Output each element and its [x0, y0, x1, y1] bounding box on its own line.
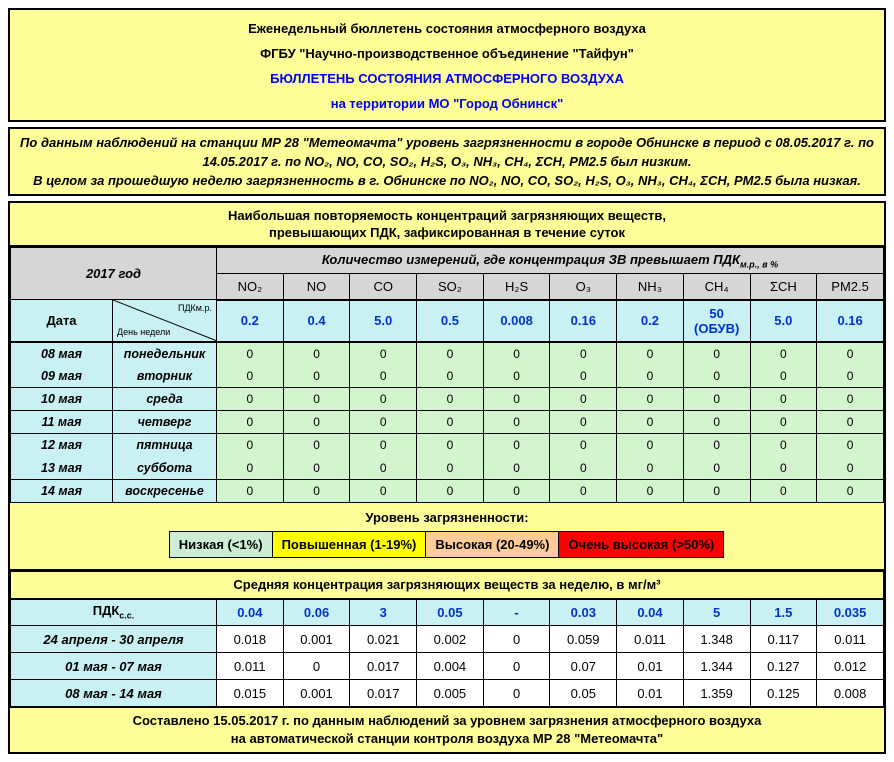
- weekly-summary: [8, 127, 886, 196]
- average-value-cell: 0.002: [417, 626, 484, 653]
- average-value-cell: 0.059: [550, 626, 617, 653]
- daily-value-cell: 0: [617, 365, 684, 388]
- daily-value-cell: 0: [350, 434, 417, 457]
- pdk-mr-value-no2: 0.2: [217, 300, 284, 342]
- pollutant-header-ch4: CH₄: [683, 274, 750, 300]
- daily-value-cell: 0: [683, 457, 750, 480]
- daily-value-cell: 0: [817, 480, 884, 503]
- date-cell: 11 мая: [11, 411, 113, 434]
- daily-value-cell: 0: [550, 411, 617, 434]
- daily-value-cell: 0: [817, 342, 884, 365]
- average-value-cell: 0.117: [750, 626, 817, 653]
- weekly-average-row-2: [11, 653, 884, 680]
- average-value-cell: 0.004: [417, 653, 484, 680]
- pollutant-header-no2: NO₂: [217, 274, 284, 300]
- daily-value-cell: 0: [617, 342, 684, 365]
- daily-value-cell: 0: [683, 411, 750, 434]
- daily-value-cell: 0: [350, 365, 417, 388]
- daily-value-cell: 0: [417, 457, 484, 480]
- daily-value-cell: 0: [350, 342, 417, 365]
- average-value-cell: 0.127: [750, 653, 817, 680]
- date-cell: 09 мая: [11, 365, 113, 388]
- daily-value-cell: 0: [417, 365, 484, 388]
- average-value-cell: 0: [483, 680, 550, 707]
- daily-row-11-may: [11, 411, 884, 434]
- daily-value-cell: 0: [217, 434, 284, 457]
- daily-value-cell: 0: [617, 480, 684, 503]
- daily-value-cell: 0: [750, 457, 817, 480]
- pdk-ss-value-ch4: 5: [683, 599, 750, 626]
- pdk-ss-row: [11, 599, 884, 626]
- daily-value-cell: 0: [417, 342, 484, 365]
- daily-value-cell: 0: [350, 388, 417, 411]
- daily-value-cell: 0: [417, 388, 484, 411]
- daily-row-09-may: [11, 365, 884, 388]
- average-value-cell: 1.348: [683, 626, 750, 653]
- daily-value-cell: 0: [617, 411, 684, 434]
- average-value-cell: 0.01: [617, 680, 684, 707]
- average-value-cell: 1.344: [683, 653, 750, 680]
- daily-value-cell: 0: [483, 480, 550, 503]
- daily-value-cell: 0: [350, 480, 417, 503]
- bulletin-territory: на территории МО "Город Обнинск": [330, 96, 564, 111]
- measure-header-cell: [217, 248, 884, 274]
- pollution-level-legend: [10, 503, 884, 571]
- date-cell: 14 мая: [11, 480, 113, 503]
- pdk-ss-value-o3: 0.03: [550, 599, 617, 626]
- weekly-average-row-1: [11, 626, 884, 653]
- average-value-cell: 0.011: [617, 626, 684, 653]
- pdk-mr-value-sch: 5.0: [750, 300, 817, 342]
- daily-row-13-may: [11, 457, 884, 480]
- daily-value-cell: 0: [550, 365, 617, 388]
- daily-value-cell: 0: [483, 388, 550, 411]
- pollutant-header-o3: O₃: [550, 274, 617, 300]
- year-header-cell: 2017 год: [11, 248, 217, 300]
- daily-value-cell: 0: [817, 388, 884, 411]
- daily-value-cell: 0: [550, 342, 617, 365]
- average-value-cell: 0.001: [283, 680, 350, 707]
- pollutant-header-nh3: NH₃: [617, 274, 684, 300]
- pdk-ss-value-co: 3: [350, 599, 417, 626]
- measure-header-text: Количество измерений, где концентрация ЗВ превышает ПДК: [321, 251, 740, 267]
- day-cell: суббота: [113, 457, 217, 480]
- average-value-cell: 0.05: [550, 680, 617, 707]
- average-value-cell: 0.125: [750, 680, 817, 707]
- bulletin-title: БЮЛЛЕТЕНЬ СОСТОЯНИЯ АТМОСФЕРНОГО ВОЗДУХА: [270, 71, 624, 86]
- pdk-mr-row: [11, 300, 884, 342]
- daily-value-cell: 0: [417, 480, 484, 503]
- average-value-cell: 0.011: [217, 653, 284, 680]
- daily-value-cell: 0: [750, 480, 817, 503]
- daily-value-cell: 0: [483, 411, 550, 434]
- legend-item-high: Высокая (20-49%): [425, 531, 559, 558]
- daily-value-cell: 0: [217, 388, 284, 411]
- day-cell: пятница: [113, 434, 217, 457]
- period-cell: 24 апреля - 30 апреля: [11, 626, 217, 653]
- daily-row-10-may: [11, 388, 884, 411]
- daily-value-cell: 0: [283, 365, 350, 388]
- daily-value-cell: 0: [550, 457, 617, 480]
- pdk-mr-value-h2s: 0.008: [483, 300, 550, 342]
- weekly-average-row-3: [11, 680, 884, 707]
- period-cell: 01 мая - 07 мая: [11, 653, 217, 680]
- daily-value-cell: 0: [283, 342, 350, 365]
- pdk-mr-value-ch4: 50 (ОБУВ): [683, 300, 750, 342]
- main-content: [8, 201, 886, 754]
- daily-value-cell: 0: [683, 480, 750, 503]
- daily-value-cell: 0: [550, 388, 617, 411]
- daily-value-cell: 0: [750, 365, 817, 388]
- date-cell: 10 мая: [11, 388, 113, 411]
- pdk-ss-value-no2: 0.04: [217, 599, 284, 626]
- date-cell: 13 мая: [11, 457, 113, 480]
- daily-value-cell: 0: [817, 365, 884, 388]
- day-of-week-label: День недели: [117, 326, 171, 337]
- daily-value-cell: 0: [483, 434, 550, 457]
- exceedance-table: [10, 247, 884, 503]
- pollutant-header-sch: ΣCH: [750, 274, 817, 300]
- average-value-cell: 0.07: [550, 653, 617, 680]
- bulletin-subtitle-weekly: Еженедельный бюллетень состояния атмосферного воздуха: [248, 21, 646, 36]
- pdk-ss-value-sch: 1.5: [750, 599, 817, 626]
- average-value-cell: 0.017: [350, 680, 417, 707]
- daily-value-cell: 0: [283, 411, 350, 434]
- summary-sentence-2: В целом за прошедшую неделю загрязненность в г. Обнинске по NO₂, NO, CO, SO₂, H₂S, O₃, NH₃, CH₄, ΣCH, PM2.5 была низкая.: [33, 173, 861, 188]
- daily-value-cell: 0: [817, 434, 884, 457]
- daily-value-cell: 0: [483, 365, 550, 388]
- average-value-cell: 0: [283, 653, 350, 680]
- average-value-cell: 0.015: [217, 680, 284, 707]
- daily-value-cell: 0: [217, 480, 284, 503]
- daily-value-cell: 0: [283, 480, 350, 503]
- pollutant-header-h2s: H₂S: [483, 274, 550, 300]
- daily-value-cell: 0: [750, 342, 817, 365]
- average-value-cell: 0: [483, 626, 550, 653]
- daily-value-cell: 0: [550, 434, 617, 457]
- pdk-ss-value-nh3: 0.04: [617, 599, 684, 626]
- average-value-cell: 0.021: [350, 626, 417, 653]
- daily-value-cell: 0: [217, 365, 284, 388]
- average-value-cell: 0.005: [417, 680, 484, 707]
- pdk-mr-value-co: 5.0: [350, 300, 417, 342]
- date-cell: 08 мая: [11, 342, 113, 365]
- legend-item-elevated: Повышенная (1-19%): [272, 531, 427, 558]
- daily-value-cell: 0: [617, 388, 684, 411]
- daily-value-cell: 0: [283, 434, 350, 457]
- legend-item-low: Низкая (<1%): [169, 531, 273, 558]
- daily-value-cell: 0: [483, 342, 550, 365]
- daily-value-cell: 0: [417, 411, 484, 434]
- average-value-cell: 0.008: [817, 680, 884, 707]
- daily-value-cell: 0: [683, 365, 750, 388]
- daily-value-cell: 0: [417, 434, 484, 457]
- daily-value-cell: 0: [683, 342, 750, 365]
- average-value-cell: 0.011: [817, 626, 884, 653]
- day-cell: воскресенье: [113, 480, 217, 503]
- daily-row-12-may: [11, 434, 884, 457]
- average-value-cell: 0.017: [350, 653, 417, 680]
- pdk-mr-value-pm25: 0.16: [817, 300, 884, 342]
- bulletin-header: [8, 8, 886, 122]
- daily-value-cell: 0: [750, 388, 817, 411]
- pdk-ss-value-no: 0.06: [283, 599, 350, 626]
- period-cell: 08 мая - 14 мая: [11, 680, 217, 707]
- pdk-day-diagonal-cell: [113, 300, 217, 342]
- pdk-ss-subscript: с.с.: [119, 611, 135, 622]
- pdk-ss-text: ПДК: [92, 603, 120, 619]
- day-cell: четверг: [113, 411, 217, 434]
- daily-value-cell: 0: [617, 457, 684, 480]
- compilation-footer: [10, 707, 884, 752]
- pollutant-header-so2: SO₂: [417, 274, 484, 300]
- average-concentration-table: [10, 571, 884, 707]
- pdk-mr-value-o3: 0.16: [550, 300, 617, 342]
- daily-value-cell: 0: [817, 457, 884, 480]
- average-value-cell: 1.359: [683, 680, 750, 707]
- daily-value-cell: 0: [750, 434, 817, 457]
- exceedance-title-line-1: Наибольшая повторяемость концентраций загрязняющих веществ,: [227, 208, 667, 223]
- average-value-cell: 0.001: [283, 626, 350, 653]
- daily-value-cell: 0: [217, 411, 284, 434]
- daily-value-cell: 0: [750, 411, 817, 434]
- date-column-header: Дата: [11, 300, 113, 342]
- daily-value-cell: 0: [683, 434, 750, 457]
- legend-item-very-high: Очень высокая (>50%): [558, 531, 724, 558]
- daily-value-cell: 0: [217, 342, 284, 365]
- daily-value-cell: 0: [550, 480, 617, 503]
- pdk-ss-label-cell: [11, 599, 217, 626]
- pdk-mr-label: ПДКм.р.: [177, 303, 212, 313]
- average-value-cell: 0.01: [617, 653, 684, 680]
- average-value-cell: 0.012: [817, 653, 884, 680]
- footer-line-2: на автоматической станции контроля воздуха МР 28 "Метеомачта": [230, 731, 664, 746]
- legend-row: [170, 531, 725, 558]
- date-cell: 12 мая: [11, 434, 113, 457]
- daily-value-cell: 0: [483, 457, 550, 480]
- pdk-ss-value-so2: 0.05: [417, 599, 484, 626]
- summary-sentence-1: По данным наблюдений на станции МР 28 "Метеомачта" уровень загрязненности в городе Обнинске в период с 08.05.2017 г. по 14.05.2017 г. по NO₂, NO, CO, SO₂, H₂S, O₃, NH₃, CH₄, ΣCH, PM2.5 был низким.: [20, 135, 874, 169]
- pollutant-header-co: CO: [350, 274, 417, 300]
- footer-line-1: Составлено 15.05.2017 г. по данным наблюдений за уровнем загрязнения атмосферного воздуха: [132, 713, 762, 728]
- daily-value-cell: 0: [817, 411, 884, 434]
- legend-title: Уровень загрязненности:: [365, 510, 529, 525]
- average-value-cell: 0.018: [217, 626, 284, 653]
- day-cell: понедельник: [113, 342, 217, 365]
- daily-value-cell: 0: [217, 457, 284, 480]
- daily-value-cell: 0: [283, 457, 350, 480]
- daily-value-cell: 0: [350, 457, 417, 480]
- day-cell: среда: [113, 388, 217, 411]
- pollutant-header-pm25: PM2.5: [817, 274, 884, 300]
- daily-value-cell: 0: [350, 411, 417, 434]
- average-value-cell: 0: [483, 653, 550, 680]
- daily-value-cell: 0: [683, 388, 750, 411]
- pollutant-header-no: NO: [283, 274, 350, 300]
- pdk-mr-value-no: 0.4: [283, 300, 350, 342]
- exceedance-section-title: [10, 203, 884, 247]
- pdk-mr-value-nh3: 0.2: [617, 300, 684, 342]
- daily-row-08-may: [11, 342, 884, 365]
- pdk-ss-value-h2s: -: [483, 599, 550, 626]
- average-section-title: Средняя концентрация загрязняющих веществ за неделю, в мг/м³: [11, 572, 884, 599]
- organization-name: ФГБУ "Научно-производственное объединение "Тайфун": [260, 46, 634, 61]
- pdk-mr-value-so2: 0.5: [417, 300, 484, 342]
- daily-value-cell: 0: [283, 388, 350, 411]
- daily-value-cell: 0: [617, 434, 684, 457]
- daily-row-14-may: [11, 480, 884, 503]
- pdk-ss-value-pm25: 0.035: [817, 599, 884, 626]
- exceedance-title-line-2: превышающих ПДК, зафиксированная в течение суток: [269, 225, 625, 240]
- measure-header-subscript: м.р., в %: [739, 259, 779, 270]
- day-cell: вторник: [113, 365, 217, 388]
